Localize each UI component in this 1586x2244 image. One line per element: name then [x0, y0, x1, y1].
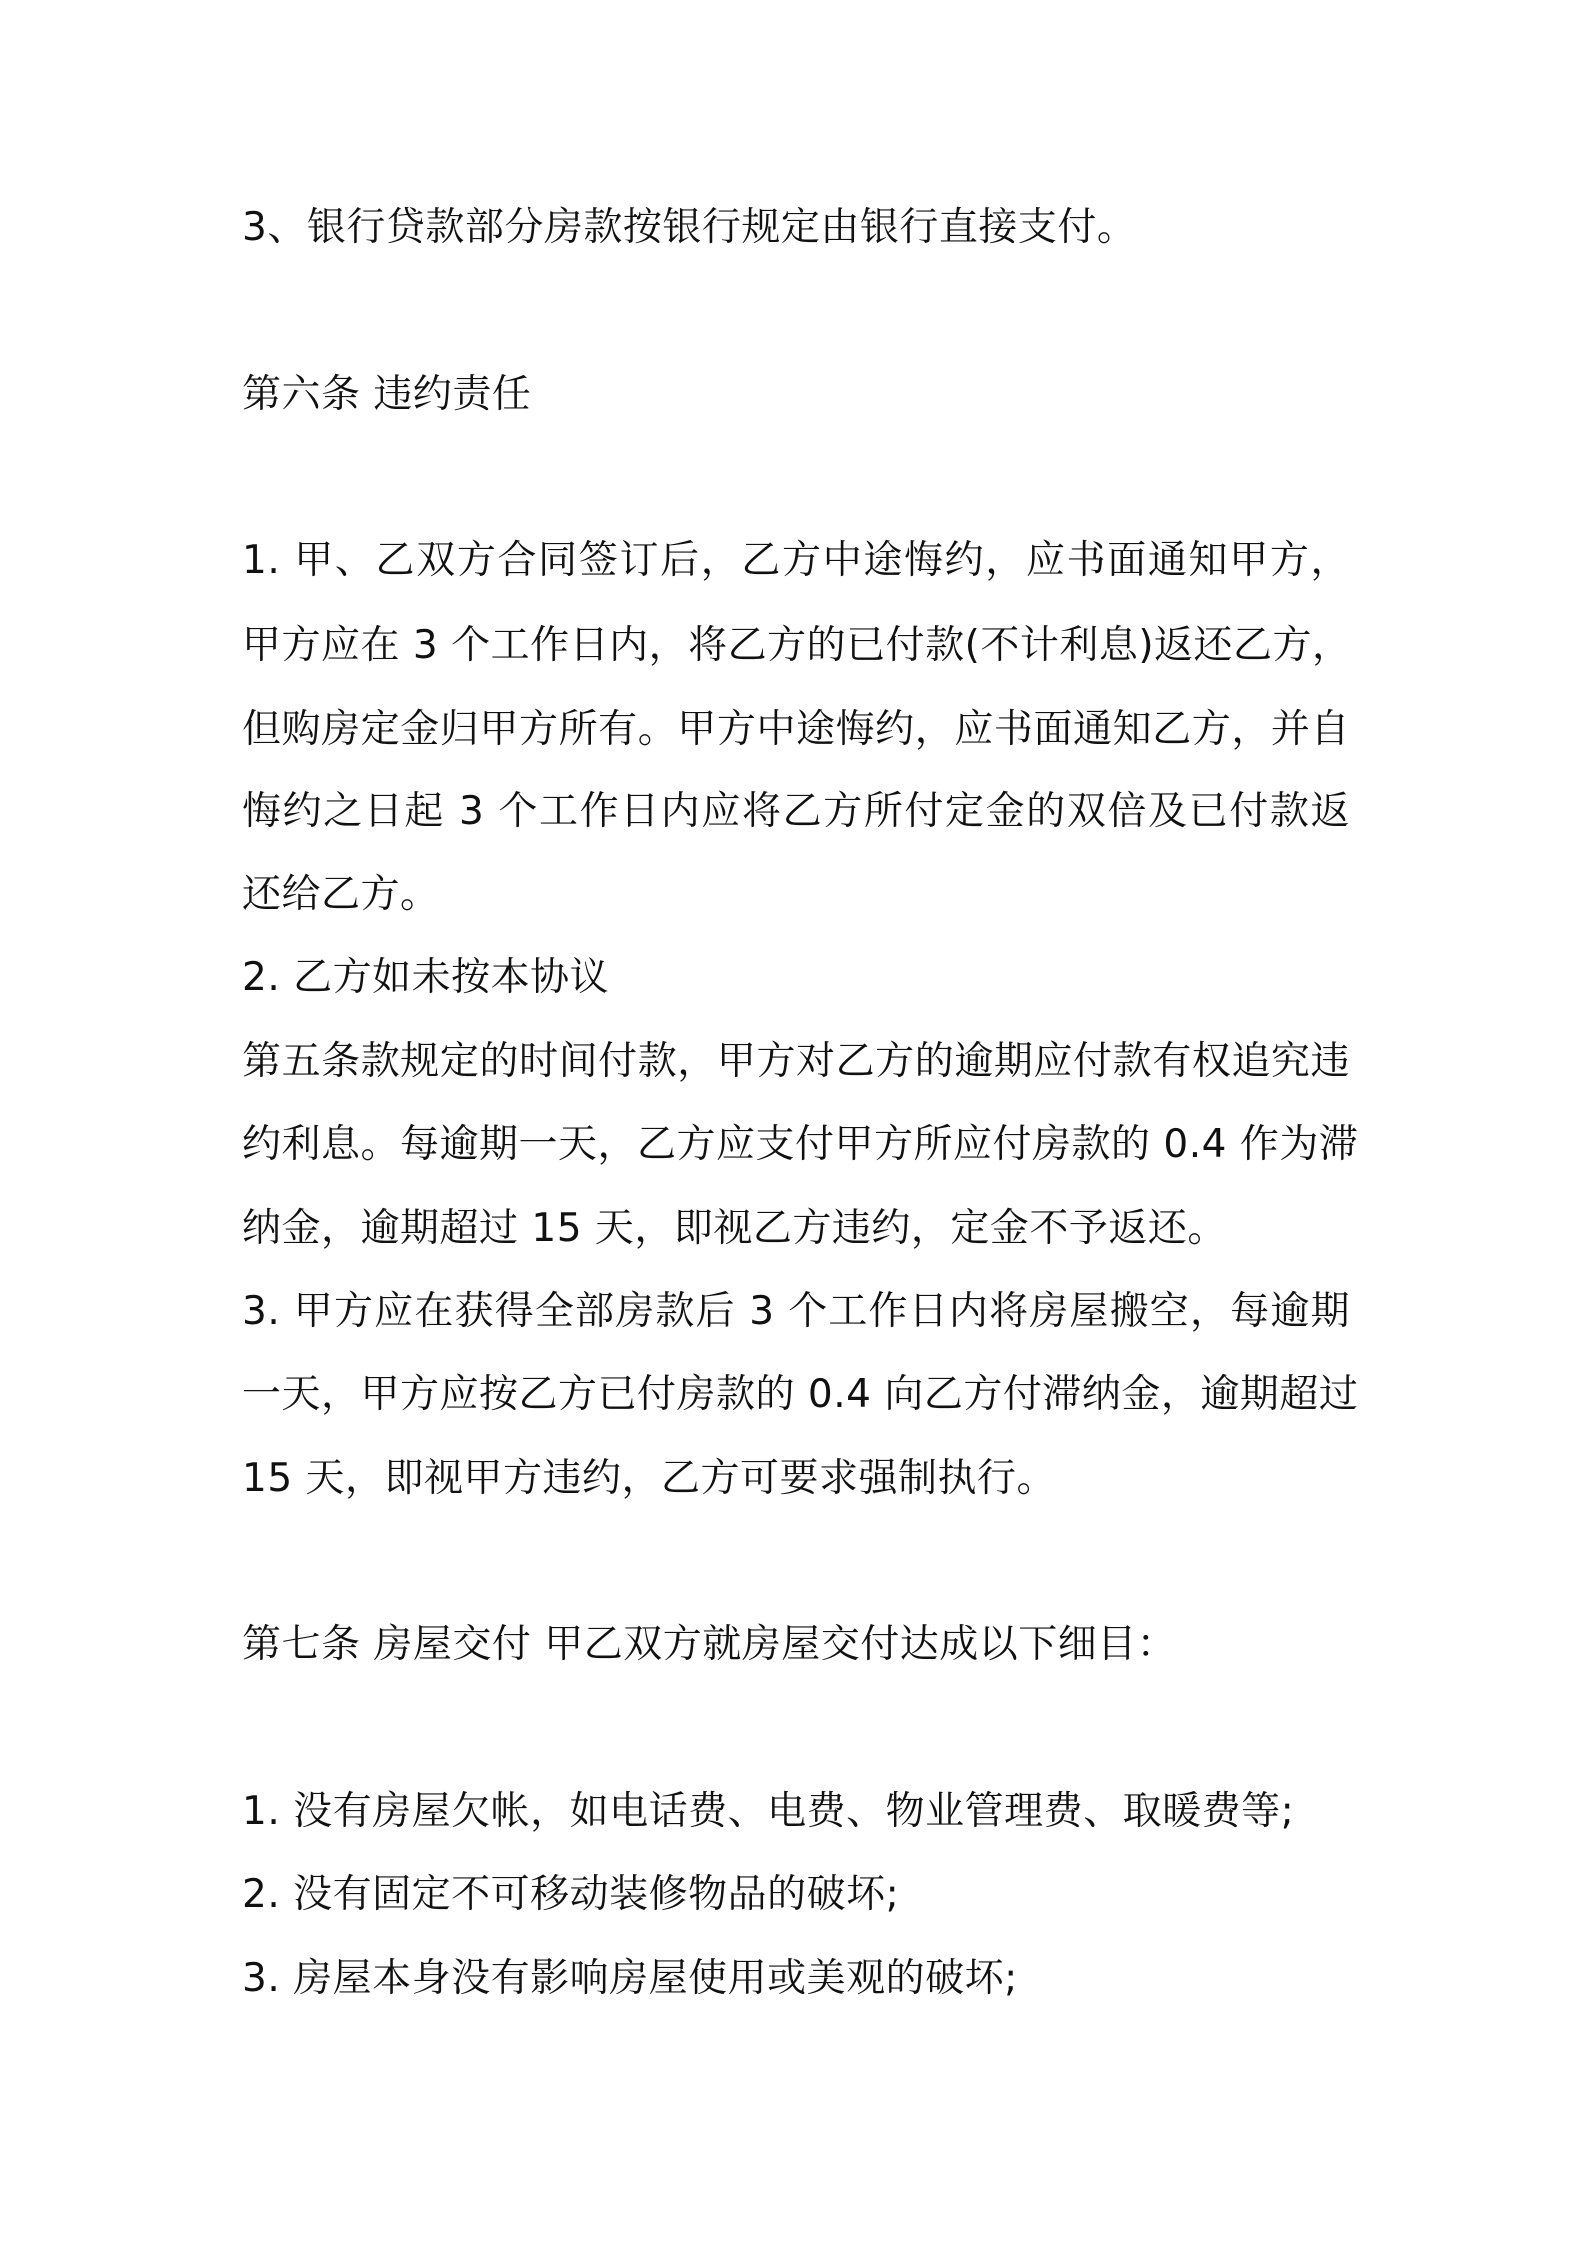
article-6-item-1-line-5: 还给乙方。 — [242, 872, 440, 917]
article-7-heading: 第七条 房屋交付 甲乙双方就房屋交付达成以下细目： — [242, 1622, 1177, 1667]
article-6-item-1-line-4: 悔约之日起 3 个工作日内应将乙方所付定金的双倍及已付款返 — [242, 789, 1350, 834]
article-7-item-1: 1. 没有房屋欠帐，如电话费、电费、物业管理费、取暖费等; — [242, 1789, 1295, 1834]
article-7-item-2: 2. 没有固定不可移动装修物品的破坏; — [242, 1872, 900, 1917]
article-6-item-1-line-3: 但购房定金归甲方所有。甲方中途悔约，应书面通知乙方，并自 — [242, 707, 1350, 752]
article-6-heading: 第六条 违约责任 — [242, 372, 532, 417]
article-6-item-3-line-1: 3. 甲方应在获得全部房款后 3 个工作日内将房屋搬空，每逾期 — [242, 1289, 1350, 1334]
clause-5-item-3: 3、银行贷款部分房款按银行规定由银行直接支付。 — [242, 205, 1137, 250]
article-6-item-2-line-3: 约利息。每逾期一天，乙方应支付甲方所应付房款的 0.4 作为滞 — [242, 1122, 1359, 1167]
article-6-item-1-line-1: 1. 甲、乙双方合同签订后，乙方中途悔约，应书面通知甲方， — [242, 538, 1350, 583]
article-7-item-3: 3. 房屋本身没有影响房屋使用或美观的破坏; — [242, 1956, 1018, 2001]
article-6-item-1-line-2: 甲方应在 3 个工作日内，将乙方的已付款(不计利息)返还乙方， — [242, 623, 1352, 668]
article-6-item-3-line-3: 15 天，即视甲方违约，乙方可要求强制执行。 — [242, 1456, 1057, 1501]
article-6-item-2-line-1: 2. 乙方如未按本协议 — [242, 955, 610, 1000]
article-6-item-2-line-2: 第五条款规定的时间付款，甲方对乙方的逾期应付款有权追究违 — [242, 1039, 1350, 1084]
article-6-item-2-line-4: 纳金，逾期超过 15 天，即视乙方违约，定金不予返还。 — [242, 1206, 1227, 1251]
article-6-item-3-line-2: 一天，甲方应按乙方已付房款的 0.4 向乙方付滞纳金，逾期超过 — [242, 1372, 1359, 1417]
